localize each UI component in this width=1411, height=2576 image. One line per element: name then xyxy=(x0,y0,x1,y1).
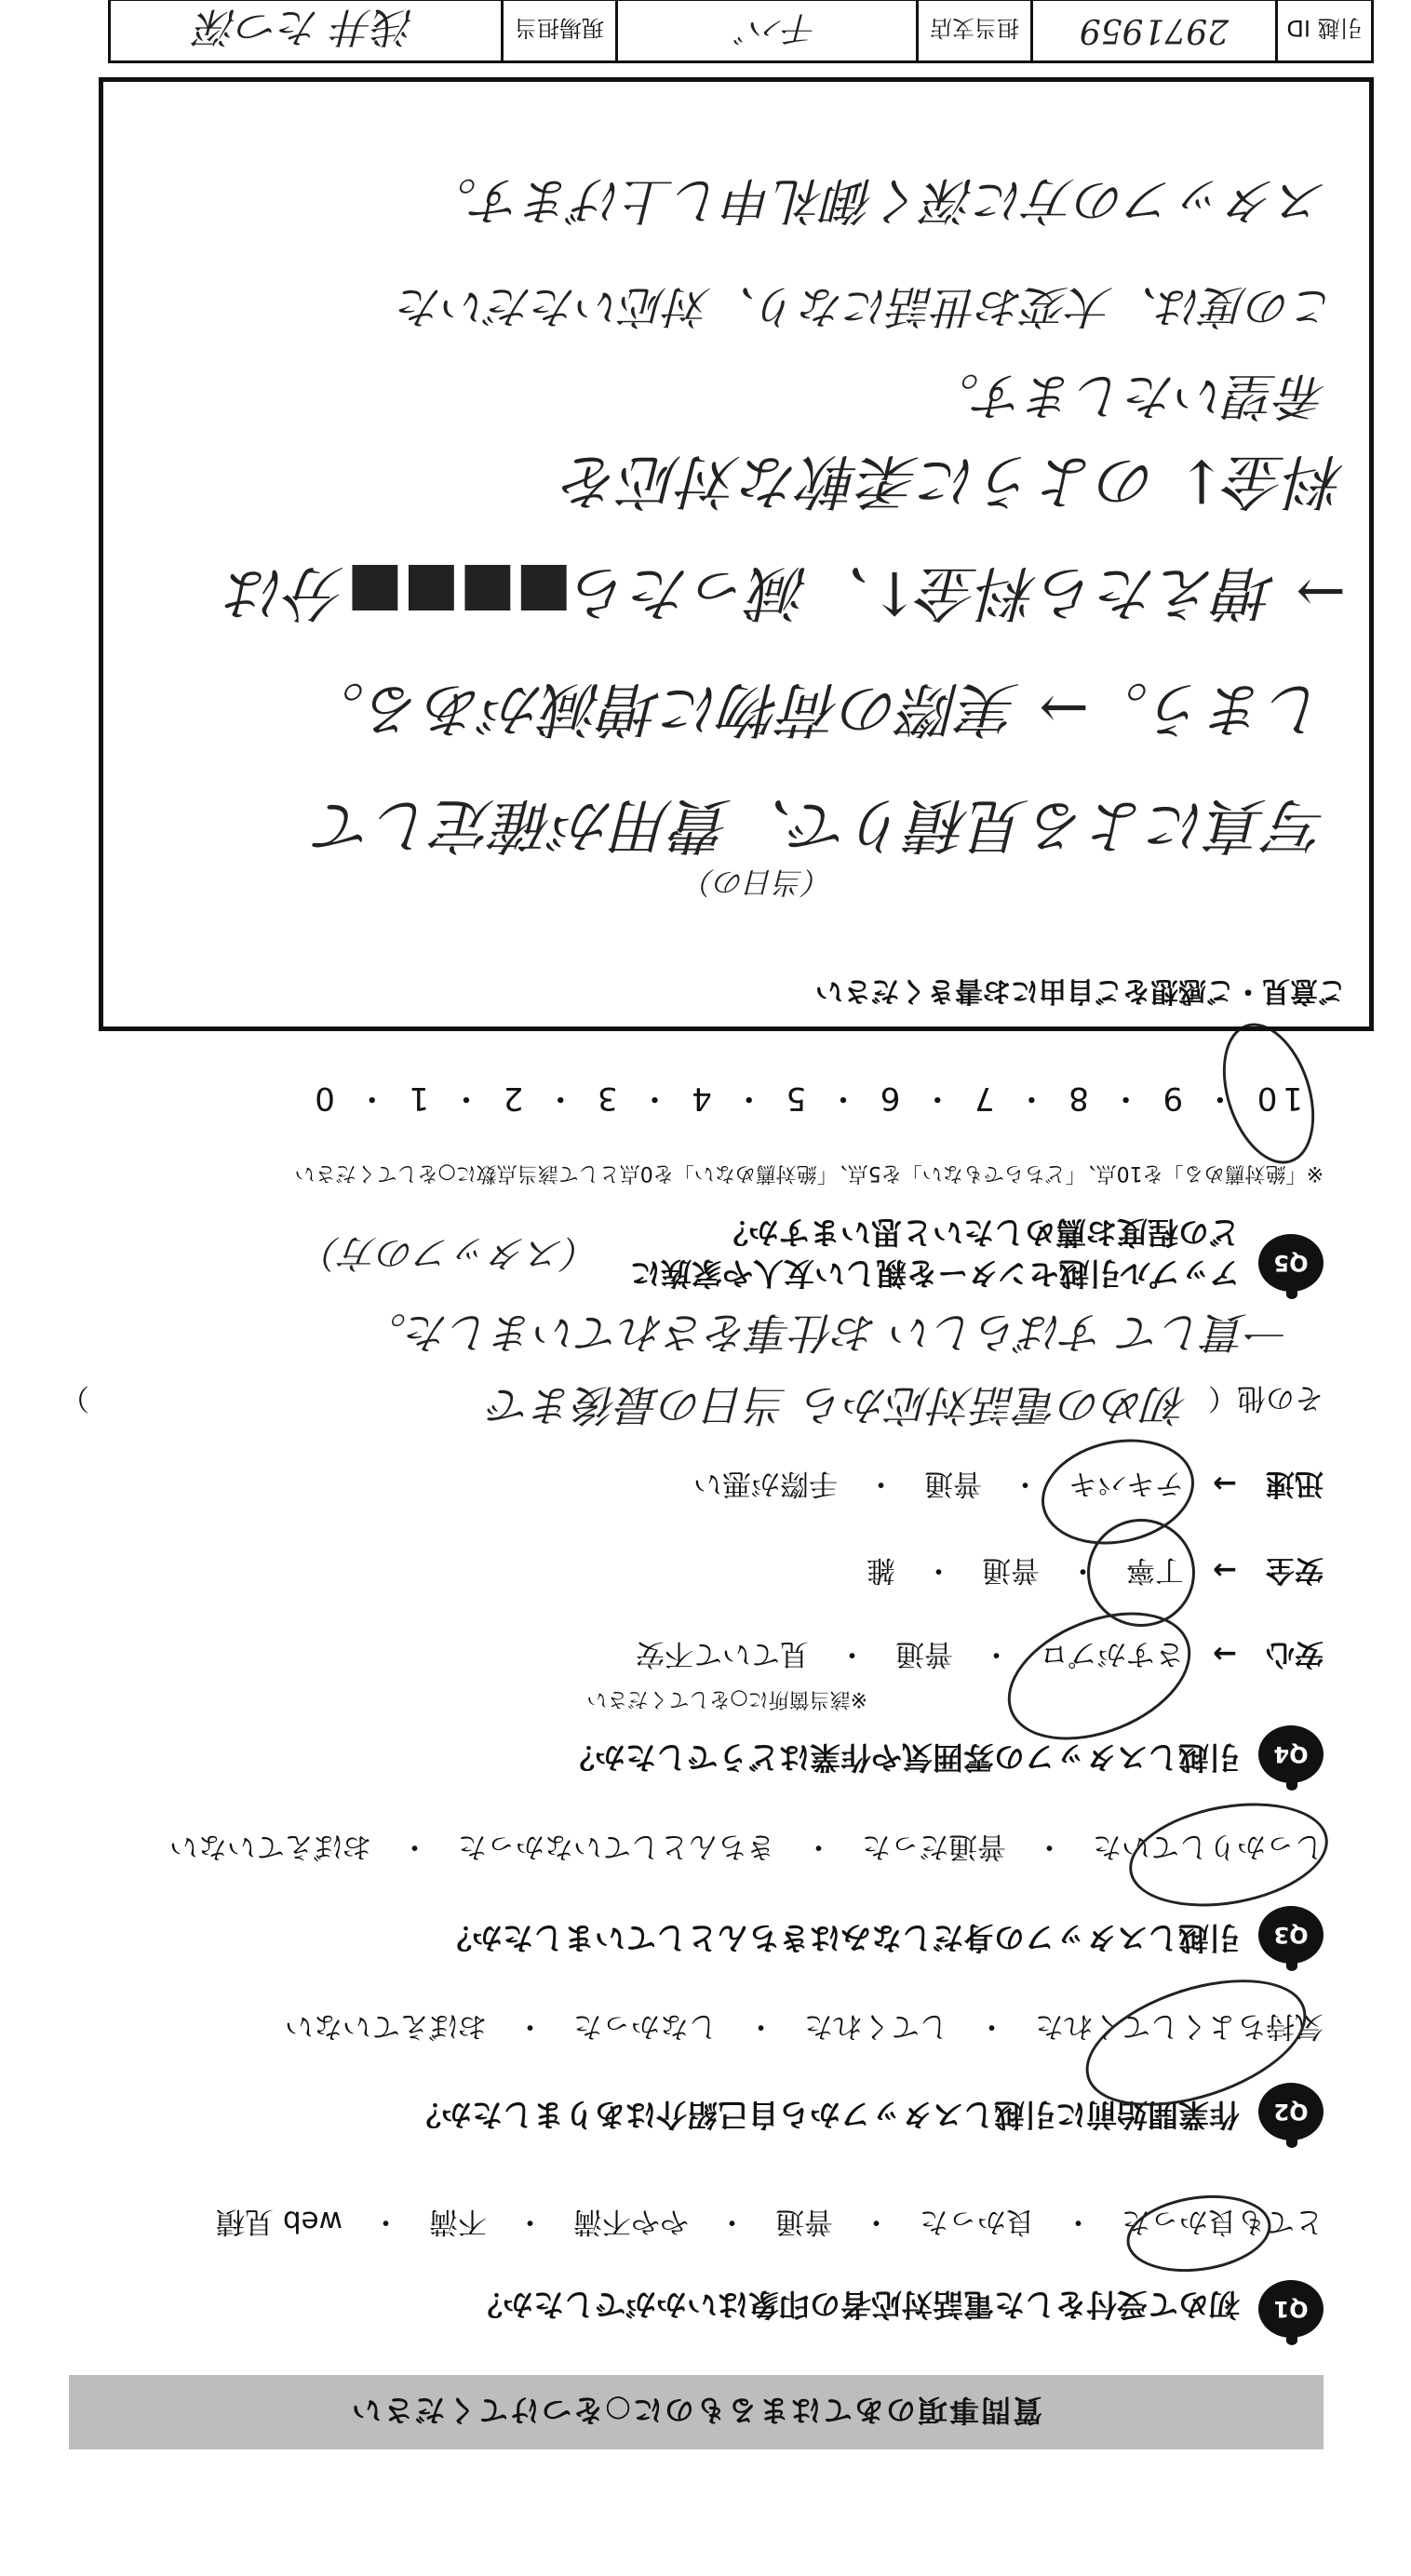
q4-note: ※該当箇所に○をしてください xyxy=(586,1687,867,1711)
q3-answer-circle xyxy=(1121,1789,1336,1921)
comments-line-5: 希望いたします。 xyxy=(929,367,1327,425)
footer-id-label: 引越 ID xyxy=(1275,1,1371,60)
q4-other-handwriting-2: 一貫して すばらしい お仕事をされていました。 xyxy=(363,1308,1290,1358)
footer-id-value: 2971959 xyxy=(1030,1,1275,60)
comments-annotation: （当日の） xyxy=(684,865,834,900)
footer-table xyxy=(108,0,1374,63)
q1-question: 初めて受付をした電話対応者の印象はいかがでしたか？ xyxy=(472,2287,1240,2323)
instruction-banner: 質問事項のあてはまるものに○をつけてください xyxy=(69,2375,1324,2449)
q5-note: ※「絶対薦める」を10点、「どちらでもない」を5点、「絶対薦めない」を0点として該当点数に○をしてください xyxy=(294,1161,1324,1185)
q4-row-safety-label: 安心 → xyxy=(1213,1637,1324,1670)
q5-answer-circle xyxy=(1206,1012,1331,1175)
comments-line-1: 写真による見積りで、費用が確定して xyxy=(316,790,1327,859)
q3-question: 引越しスタッフの身だしなみはきちんとしていましたか？ xyxy=(441,1920,1240,1956)
comments-line-3: → 増えたら料金↑、減ったら■■■■分は xyxy=(227,557,1346,626)
comments-title: ご意見・ご感想をご自由にお書きください xyxy=(815,974,1346,1007)
footer-branch-label: 担当支店 xyxy=(916,1,1030,60)
q4-row-secure-options: 丁寧 ・ 普通 ・ 雑 xyxy=(867,1553,1184,1587)
q1-options: とても良かった ・ 良かった ・ 普通 ・ やや不満 ・ 不満 ・ web 見積 xyxy=(216,2205,1324,2238)
q3-options: しっかりしていた ・ 普通だった ・ きちんとしていなかった ・ おぼえていない xyxy=(169,1830,1324,1863)
q4-question: 引越しスタッフの雰囲気や作業はどうでしたか？ xyxy=(564,1739,1240,1776)
q1-answer-circle xyxy=(1122,2187,1276,2281)
q4-row-safety-options: さすがプロ ・ 普通 ・ 見ていて不安 xyxy=(636,1637,1184,1670)
q5-question-line-2: どの程度お薦めしたいと思いますか？ xyxy=(718,1214,1240,1251)
q4-icon: Q4 xyxy=(1258,1725,1324,1783)
q4-other-label: その他（ xyxy=(1208,1381,1324,1415)
footer-staff-value: 浅井 たつ深 xyxy=(196,3,415,50)
q5-scale: 10 ・ 9 ・ 8 ・ 7 ・ 6 ・ 5 ・ 4 ・ 3 ・ 2 ・ 1 ・ 0 xyxy=(309,1080,1303,1117)
q2-icon: Q2 xyxy=(1258,2083,1324,2140)
q3-icon: Q3 xyxy=(1258,1906,1324,1964)
footer-staff-label: 現場担当 xyxy=(501,1,615,60)
q4-row-secure-label: 安全 → xyxy=(1213,1553,1324,1587)
q4-other-close: ） xyxy=(60,1381,89,1415)
q2-question: 作業開始前に引越しスタッフから自己紹介はありましたか？ xyxy=(410,2097,1240,2133)
q1-icon: Q1 xyxy=(1258,2280,1324,2338)
comments-line-6: この度は、大変お世話になり、対応いただいた xyxy=(397,280,1337,332)
q4-other-handwriting-1: 初めの電話対応から 当日の最後まで xyxy=(489,1380,1188,1430)
comments-line-4: 料金↓ のように柔軟な対応を xyxy=(562,446,1346,515)
comments-line-7: スタッフの方に深く御礼申し上げます。 xyxy=(426,171,1327,230)
comments-line-2: しまう。→ 実際の荷物に増減がある。 xyxy=(305,674,1327,743)
footer-branch-value: 千ハ゛ xyxy=(615,1,916,60)
q5-icon: Q5 xyxy=(1258,1234,1324,1292)
q4-row-speed-options: テキパキ ・ 普通 ・ 手際が悪い xyxy=(693,1467,1184,1500)
q4-row-speed-label: 迅速 → xyxy=(1213,1467,1324,1500)
q5-handwritten-note: （スタッフの方） xyxy=(303,1231,601,1274)
q5-question-line-1: アップル引越センターを親しい友人や家族に xyxy=(629,1255,1240,1292)
q2-options: 気持ちよくしてくれた ・ してくれた ・ しなかった ・ おぼえていない xyxy=(285,2009,1324,2043)
